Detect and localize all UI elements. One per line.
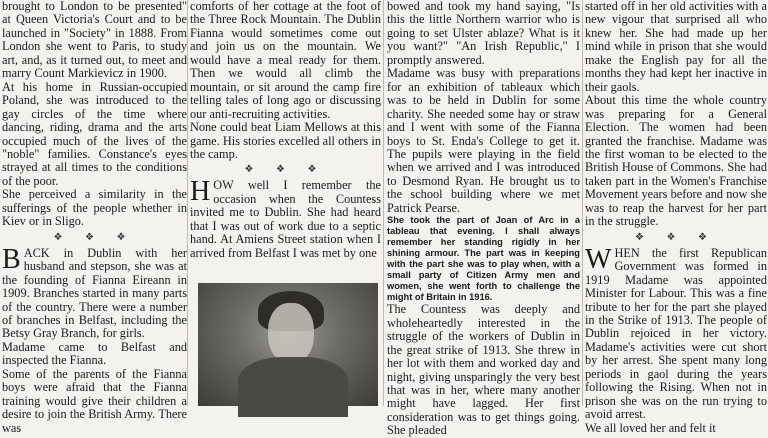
paragraph: We all loved her and felt it — [585, 420, 716, 435]
column-rule — [582, 0, 583, 406]
column-rule — [187, 0, 188, 406]
ornament-divider: ❖ ❖ ❖ — [635, 231, 717, 243]
paragraph: The Countess was deeply and wholeheartedly interested in the struggle of the workers of Dublin in the great strike of 1913. She threw in her lot with them and worked day and night, giving unsparingly the very best that was in her, where many another might have lagged. Her first consideration was to get things going. She pleaded — [387, 302, 580, 438]
paragraph: She perceived a similarity in the sufferings of the people whether in Kiev or in Sligo. — [2, 187, 187, 229]
photo-caption: She took the part of Joan of Arc in a tableau that evening. I shall always remember her standing rigidly in her shining armour. The part was in keeping with the part she was to play when, with a small party of Citizen Army men and women, she went forth to challenge the might of Britain in 1916. — [387, 215, 580, 303]
paragraph-dropcap — [585, 243, 767, 422]
column-rule — [383, 0, 384, 406]
paragraph: brought to London to be presented" at Queen Victoria's Court and to be launched in "Society" in 1888. From London she went to Paris, to study art, and, as it turned out, to meet and marry Count Markievicz in 1900. — [2, 0, 187, 81]
photo-face — [268, 303, 314, 363]
paragraph: None could beat Liam Mellows at this game. His stories excelled all others in the camp. — [190, 120, 381, 161]
photo-body — [238, 357, 348, 417]
ornament-divider: ❖ ❖ ❖ — [53, 231, 136, 243]
paragraph-text: OW well I remember the occasion when the Countess invited me to Dublin. She had heard that I was out of work due to a septic hand. At Amiens Street station when I arrived from Belfast I was met by one — [190, 178, 381, 260]
paragraph-text: HEN the first Republican Government was formed in 1919 Madame was appointed Minister for Labour. This was a fine tribute to her for the part she played in the Strike of 1913. The people of Dublin rejoiced in her victory. Madame's activities were cut short by her arrest. She spent many long periods in gaol during the years following the Rising. When not in prison she was on the run trying to avoid arrest. — [585, 245, 767, 422]
paragraph: comforts of her cottage at the foot of the Three Rock Mountain. The Dublin Fianna would sometimes come out and join us on the mountain. We would have a meal ready for them. Then we would all climb the mountain, or sit around the camp fire telling tales of long ago or discussing our anti-recruiting activities. — [190, 0, 381, 121]
paragraph-dropcap — [2, 243, 187, 341]
paragraph: About this time the whole country was preparing for a General Election. The women had been granted the franchise. Madame was the first woman to be elected to the British House of Commons. She had taken part in the Women's Franchise Movement years before and now she was to reap the harvest for her part in the struggle. — [585, 93, 767, 229]
paragraph: Madame came to Belfast and inspected the Fianna. — [2, 339, 187, 368]
ornament-divider: ❖ ❖ ❖ — [244, 164, 327, 176]
drop-cap: B — [2, 243, 21, 275]
column-1 — [2, 0, 187, 435]
column-3 — [387, 0, 580, 438]
paragraph-dropcap — [190, 176, 381, 260]
paragraph: Madame was busy with preparations for an exhibition of tableaux which was to be held in Dublin for some charity. She needed some hay or straw and I went with some of the Fianna boys to St. Enda's College to get it. The pupils were playing in the field when we arrived and I was introduced to Desmond Ryan. He brought us to the school building where we met Patrick Pearse. — [387, 66, 580, 215]
paragraph: started off in her old activities with a new vigour that surprised all who knew her. She had made up her mind while in prison that she would make the English pay for all the months they had kept her inactive in their gaols. — [585, 0, 767, 94]
drop-cap: W — [585, 243, 612, 275]
drop-cap: H — [190, 176, 211, 208]
column-4 — [585, 0, 767, 435]
paragraph: Some of the parents of the Fianna boys were afraid that the Fianna training would give their children a desire to join the British Army. There was — [2, 366, 187, 435]
paragraph-text: ACK in Dublin with her husband and stepson, she was at the founding of Fianna Eireann in 1909. Branches started in many parts of the country. There were a number of branches in Belfast, including the Betsy Gray Branch, for girls. — [2, 245, 187, 341]
paragraph: bowed and took my hand saying, "Is this the little Northern warrior who is going to set Ulster ablaze? What is it you want?" "An Irish Republic," I promptly answered. — [387, 0, 580, 67]
paragraph: At his home in Russian-occupied Poland, she was introduced to the gay circles of the time where dancing, riding, drama and the arts occupied much of the lives of the "noble" families. Constance's eyes strayed at all times to the conditions of the poor. — [2, 79, 187, 188]
portrait-photo — [198, 283, 378, 406]
